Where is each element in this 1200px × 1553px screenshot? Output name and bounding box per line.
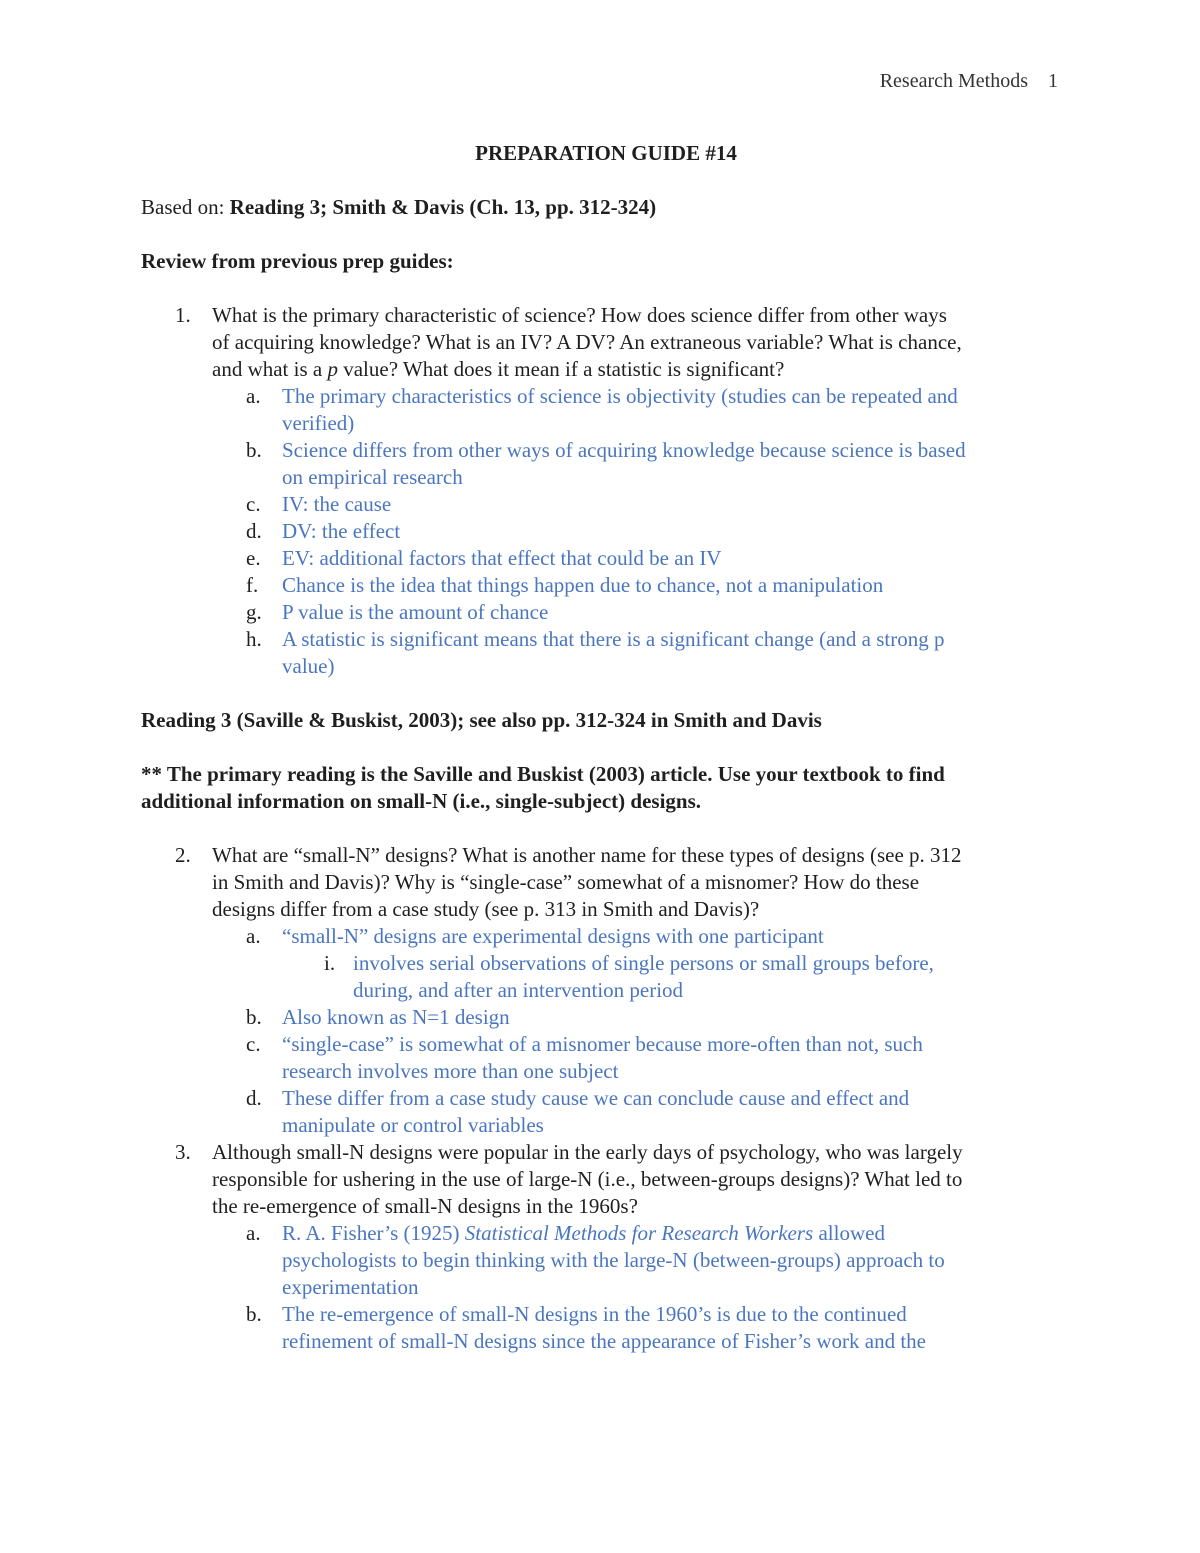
answer-item-continued: experimentation (282, 1275, 419, 1299)
running-title: Research Methods (879, 70, 1028, 92)
answer-item: c. “single-case” is somewhat of a misnomer because more-often than not, such (246, 1032, 923, 1056)
answer-item: b. Also known as N=1 design (246, 1005, 510, 1029)
answer-item: a. The primary characteristics of science is objectivity (studies can be repeated and (246, 384, 958, 408)
answer-item: e. EV: additional factors that effect that could be an IV (246, 546, 722, 570)
answer-item-continued: research involves more than one subject (282, 1059, 619, 1083)
page-header (880, 70, 1058, 93)
answer-item: f. Chance is the idea that things happen due to chance, not a manipulation (246, 573, 884, 597)
answer-item: g. P value is the amount of chance (246, 600, 549, 624)
based-on-label: Based on: (141, 195, 230, 219)
question-number: 3. (175, 1140, 191, 1164)
document-body (141, 140, 1071, 1355)
based-on-value: Reading 3; Smith & Davis (Ch. 13, pp. 312-324) (229, 195, 657, 219)
question-2-line-3: designs differ from a case study (see p. 313 in Smith and Davis)? (212, 897, 760, 921)
question-2-line-1: 2. What are “small-N” designs? What is another name for these types of designs (see p. 312 (175, 843, 962, 867)
page-number: 1 (1048, 70, 1058, 92)
question-1-line-2: of acquiring knowledge? What is an IV? A DV? An extraneous variable? What is chance, (212, 330, 962, 354)
answer-item-continued: on empirical research (282, 465, 463, 489)
answer-item: b. Science differs from other ways of acquiring knowledge because science is based (246, 438, 966, 462)
question-1-line-3: and what is a p value? What does it mean if a statistic is significant? (212, 357, 785, 381)
question-number: 2. (175, 843, 191, 867)
answer-item-continued: psychologists to begin thinking with the large-N (between-groups) approach to (282, 1248, 945, 1272)
answer-item-continued: refinement of small-N designs since the appearance of Fisher’s work and the (282, 1329, 926, 1353)
question-number: 1. (175, 303, 191, 327)
question-1-line-1: 1. What is the primary characteristic of science? How does science differ from other ways (175, 303, 947, 327)
based-on-line (141, 194, 1071, 221)
answer-item: d. DV: the effect (246, 519, 401, 543)
answer-item: d. These differ from a case study cause we can conclude cause and effect and (246, 1086, 910, 1110)
answer-item: h. A statistic is significant means that there is a significant change (and a strong p (246, 627, 945, 651)
sub-answer-item-continued: during, and after an intervention period (353, 978, 684, 1002)
answer-item-continued: verified) (282, 411, 355, 435)
question-2-line-2: in Smith and Davis)? Why is “single-case” somewhat of a misnomer? How do these (212, 870, 920, 894)
review-heading: Review from previous prep guides: (141, 249, 454, 273)
question-3-line-1: 3. Although small-N designs were popular in the early days of psychology, who was largely (175, 1140, 963, 1164)
answer-item-continued: manipulate or control variables (282, 1113, 544, 1137)
note-line-2: additional information on small-N (i.e., single-subject) designs. (141, 789, 702, 813)
question-3-line-2: responsible for ushering in the use of large-N (i.e., between-groups designs)? What led to (212, 1167, 963, 1191)
answer-item: a. “small-N” designs are experimental designs with one participant (246, 924, 824, 948)
question-3-line-3: the re-emergence of small-N designs in the 1960s? (212, 1194, 638, 1218)
sub-answer-item: i. involves serial observations of single persons or small groups before, (324, 951, 934, 975)
answer-item: c. IV: the cause (246, 492, 392, 516)
reading-heading: Reading 3 (Saville & Buskist, 2003); see also pp. 312-324 in Smith and Davis (141, 708, 822, 732)
answer-item-continued: value) (282, 654, 335, 678)
page-title: PREPARATION GUIDE #14 (475, 141, 737, 165)
answer-item: b. The re-emergence of small-N designs in the 1960’s is due to the continued (246, 1302, 907, 1326)
note-line-1: ** The primary reading is the Saville and Buskist (2003) article. Use your textbook to find (141, 762, 945, 786)
answer-item: a. R. A. Fisher’s (1925) Statistical Methods for Research Workers allowed (246, 1221, 885, 1245)
